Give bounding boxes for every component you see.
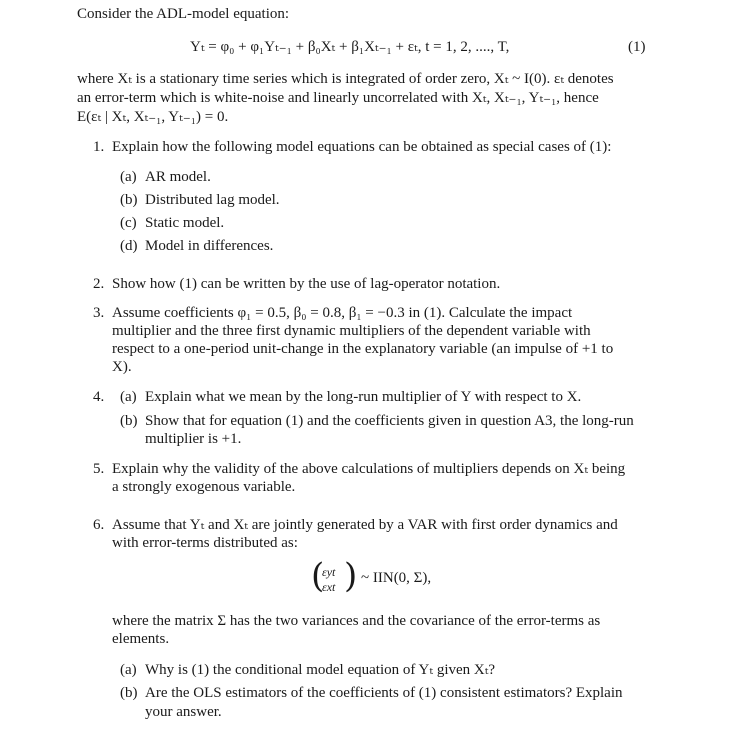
q1-item-a-label: (a) (120, 169, 137, 185)
q6-line-1: Assume that Yₜ and Xₜ are jointly generated by a VAR with first order dynamics and (112, 517, 618, 533)
vector-left-paren: ( (311, 556, 325, 596)
q3-number: 3. (93, 305, 105, 321)
intro-text: Consider the ADL-model equation: (77, 6, 290, 22)
q6-line-2: with error-terms distributed as: (112, 535, 298, 551)
q5-line-1: Explain why the validity of the above calculations of multipliers depends on Xₜ being (112, 461, 626, 477)
q1-number: 1. (93, 139, 105, 155)
q6-item-b-label: (b) (120, 685, 138, 701)
q1-item-d-label: (d) (120, 238, 138, 254)
q1-text: Explain how the following model equations can be obtained as special cases of (1): (112, 139, 612, 155)
q2-number: 2. (93, 276, 105, 292)
q5-line-2: a strongly exogenous variable. (112, 479, 296, 495)
q1-item-b-text: Distributed lag model. (145, 192, 280, 208)
q6-after-line-1: where the matrix Σ has the two variances and the covariance of the error-terms as (112, 613, 601, 629)
q4-item-a-label: (a) (120, 389, 137, 405)
q4-number: 4. (93, 389, 105, 405)
q1-item-a-text: AR model. (145, 169, 211, 185)
vector-bottom-entry: εxt (322, 580, 336, 594)
description-line-2: an error-term which is white-noise and linearly uncorrelated with Xₜ, Xₜ₋₁, Yₜ₋₁, hence (77, 90, 599, 106)
q4-item-b-line-1: Show that for equation (1) and the coefficients given in question A3, the long-run (145, 413, 634, 429)
q3-line-3: respect to a one-period unit-change in the explanatory variable (an impulse of +1 to (112, 341, 614, 357)
q4-item-b-label: (b) (120, 413, 138, 429)
description-line-3: E(εₜ | Xₜ, Xₜ₋₁, Yₜ₋₁) = 0. (77, 109, 229, 125)
q6-item-b-line-1: Are the OLS estimators of the coefficients of (1) consistent estimators? Explain (145, 685, 623, 701)
description-line-1: where Xₜ is a stationary time series which is integrated of order zero, Xₜ ~ I(0). εₜ denotes (77, 71, 614, 87)
q4-item-a-text: Explain what we mean by the long-run multiplier of Y with respect to X. (145, 389, 582, 405)
q1-item-b-label: (b) (120, 192, 138, 208)
q6-item-a-text: Why is (1) the conditional model equation of Yₜ given Xₜ? (145, 662, 496, 678)
q3-line-1: Assume coefficients φ₁ = 0.5, β₀ = 0.8, β₁ = −0.3 in (1). Calculate the impact (112, 305, 573, 321)
distribution-text: ~ IIN(0, Σ), (361, 570, 432, 586)
q6-item-a-label: (a) (120, 662, 137, 678)
vector-top-entry: εyt (322, 565, 336, 579)
adl-equation: Yₜ = φ₀ + φ₁Yₜ₋₁ + β₀Xₜ + β₁Xₜ₋₁ + εₜ, t = 1, 2, ...., T, (190, 39, 510, 55)
equation-number: (1) (628, 39, 646, 55)
q1-item-c-text: Static model. (145, 215, 225, 231)
q3-line-2: multiplier and the three first dynamic multipliers of the dependent variable with (112, 323, 591, 339)
q2-text: Show how (1) can be written by the use of lag-operator notation. (112, 276, 501, 292)
q6-item-b-line-2: your answer. (145, 704, 222, 720)
q3-line-4: X). (112, 359, 132, 375)
q6-number: 6. (93, 517, 105, 533)
q6-after-line-2: elements. (112, 631, 170, 647)
q4-item-b-line-2: multiplier is +1. (145, 431, 242, 447)
q1-item-d-text: Model in differences. (145, 238, 274, 254)
q5-number: 5. (93, 461, 105, 477)
vector-right-paren: ) (344, 556, 358, 596)
q1-item-c-label: (c) (120, 215, 137, 231)
